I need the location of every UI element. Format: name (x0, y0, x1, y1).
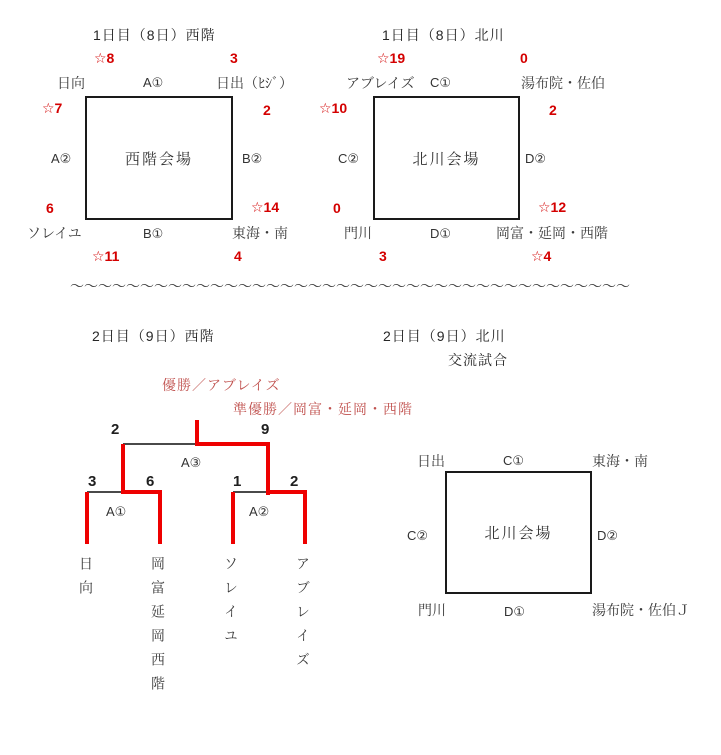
bracket-team-okatomi-nobeoka: 岡富延岡西階 (150, 556, 166, 700)
day1-north-score-top-right: 0 (520, 50, 528, 66)
day1-north-team-bottom-left: 門川 (344, 225, 372, 241)
day1-west-match-right: B② (242, 151, 263, 166)
day2-north-match-bottom: D① (504, 604, 526, 619)
semi-left-match-label: A① (106, 504, 127, 519)
semi-right-match-label: A② (249, 504, 270, 519)
bracket-semi-right-left-horizontal (233, 491, 269, 493)
day1-north-score-bottom-left: 3 (379, 248, 387, 264)
day2-north-team-top-left: 日出 (417, 453, 445, 469)
day1-west-match-left: A② (51, 151, 72, 166)
day1-west-venue-label: 西階会場 (124, 150, 193, 168)
day1-west-score-right-upper: 2 (263, 102, 271, 118)
day1-west-team-bottom-right: 東海・南 (232, 225, 288, 241)
bracket-final-right-horizontal (195, 442, 270, 446)
bracket-semi-left-right-horizontal (121, 490, 162, 494)
day1-north-team-top-right: 湯布院・佐伯 (521, 75, 605, 91)
bracket-team1-vertical (85, 492, 89, 544)
day1-west-score-bottom-left: ☆11 (92, 248, 120, 264)
day2-north-title: 2日目（9日）北川 (383, 328, 506, 344)
day2-north-subtitle: 交流試合 (448, 352, 508, 368)
day1-north-match-left: C② (338, 151, 360, 166)
bracket-final-left-vertical (121, 444, 125, 494)
day1-west-score-left-upper: ☆7 (42, 100, 63, 116)
day2-north-team-bottom-right: 湯布院・佐伯Ｊ (592, 602, 690, 618)
bracket-final-right-vertical (266, 442, 270, 495)
wave-divider: ～～～～～～～～～～～～～～～～～～～～～～～～～～～～～～～～～～～～～～～～ (70, 278, 630, 294)
runner-up-label: 準優勝／岡富・延岡・西階 (233, 401, 413, 417)
day1-north-score-right-lower: ☆12 (538, 199, 567, 215)
bracket-team-ablaze: アブレイズ (295, 556, 311, 676)
day2-north-match-left: C② (407, 528, 429, 543)
day1-west-title: 1日目（8日）西階 (93, 27, 216, 43)
day2-north-team-bottom-left: 門川 (418, 602, 446, 618)
bracket-team2-vertical (158, 490, 162, 544)
day1-north-match-right: D② (525, 151, 547, 166)
bracket-team-hyuga: 日向 (78, 556, 94, 604)
day2-north-venue-label: 北川会場 (484, 525, 553, 542)
day2-north-venue-box (445, 471, 592, 594)
bracket-semi-right-right-horizontal (266, 490, 307, 494)
day1-west-score-top-right: 3 (230, 50, 238, 66)
day1-west-score-right-lower: ☆14 (251, 199, 280, 215)
day1-west-score-bottom-right: 4 (234, 248, 242, 264)
day1-west-team-bottom-left: ソレイユ (27, 225, 82, 241)
day1-west-score-top-left: ☆8 (94, 50, 115, 66)
day1-north-score-right-upper: 2 (549, 102, 557, 118)
day2-west-title: 2日目（9日）西階 (92, 328, 215, 344)
day2-north-match-top: C① (503, 453, 525, 468)
day2-north-match-right: D② (597, 528, 619, 543)
day1-west-score-left-lower: 6 (46, 200, 54, 216)
final-score-right: 9 (261, 421, 270, 438)
bracket-final-left-horizontal (123, 443, 197, 445)
day2-north-team-top-right: 東海・南 (592, 453, 648, 469)
day1-north-venue-box (373, 96, 520, 220)
semi-left-score-left: 3 (88, 473, 97, 490)
bracket-team-soleil: ソレイユ (223, 556, 239, 652)
bracket-semi-left-left-horizontal (87, 491, 123, 493)
day1-west-match-top: A① (143, 75, 164, 90)
bracket-team4-vertical (303, 490, 307, 544)
final-match-label: A③ (181, 455, 202, 470)
bracket-team3-vertical (231, 492, 235, 544)
day1-north-team-bottom-right: 岡富・延岡・西階 (496, 225, 608, 241)
day1-north-score-left-lower: 0 (333, 200, 341, 216)
day1-north-score-top-left: ☆19 (377, 50, 406, 66)
semi-right-score-right: 2 (290, 473, 299, 490)
day1-north-title: 1日目（8日）北川 (382, 27, 505, 43)
day1-north-venue-label: 北川会場 (412, 150, 481, 168)
day1-north-team-top-left: アブレイズ (346, 75, 415, 91)
semi-left-score-right: 6 (146, 473, 155, 490)
day1-north-score-left-upper: ☆10 (319, 100, 348, 116)
day1-west-team-top-left: 日向 (57, 75, 85, 91)
day1-west-venue-box (85, 96, 233, 220)
day1-north-match-top: C① (430, 75, 452, 90)
day1-west-match-bottom: B① (143, 226, 164, 241)
champion-label: 優勝／アブレイズ (162, 377, 281, 393)
final-score-left: 2 (111, 421, 120, 438)
day1-west-team-top-right: 日出（ﾋｼﾞ） (216, 75, 293, 91)
day1-north-score-bottom-right: ☆4 (531, 248, 552, 264)
semi-right-score-left: 1 (233, 473, 242, 490)
day1-north-match-bottom: D① (430, 226, 452, 241)
